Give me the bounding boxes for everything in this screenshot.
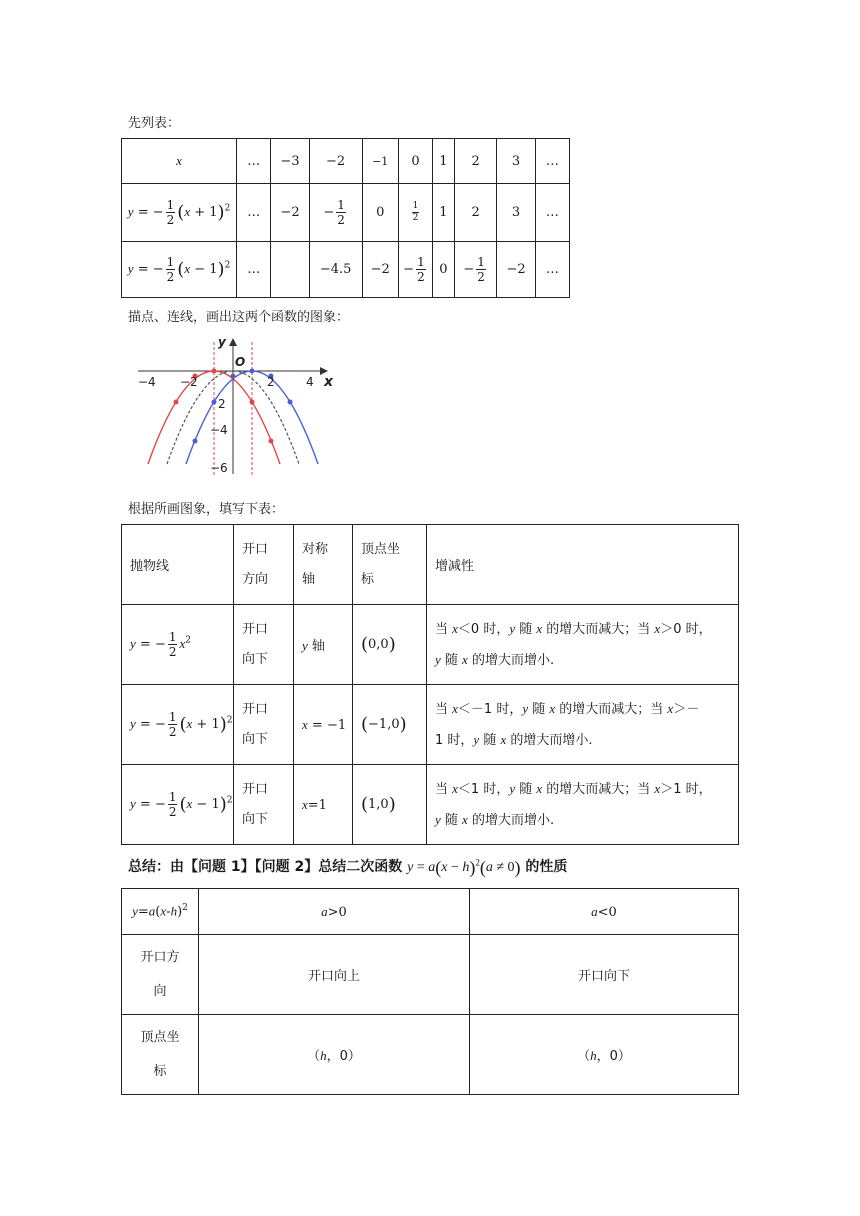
table-cell: 2: [454, 184, 497, 242]
table-cell: −2: [271, 184, 309, 242]
monotonic-cell: 当 x＜－1 时，y 随 x 的增大而减大；当 x＞－ 1 时，y 随 x 的增大而增小.: [427, 685, 739, 765]
header-cell: 增减性: [427, 525, 739, 605]
x-tick-label: −4: [138, 375, 156, 389]
table-cell: $\frac{1}{2}$: [398, 184, 432, 242]
function-cell: y = − $\frac{1}{2}$ $(x + 1)^2$: [122, 685, 234, 765]
x-tick-label: 2: [267, 375, 275, 389]
x-tick-label: −2: [180, 375, 198, 389]
point: [250, 369, 255, 374]
table-cell: −1: [362, 139, 398, 184]
function-cell: y = − $\frac{1}{2}$ $(x - 1)^2$: [122, 765, 234, 845]
table-cell: 0: [362, 184, 398, 242]
point: [250, 400, 255, 405]
header-cell: 顶点坐 标: [353, 525, 427, 605]
origin-label: O: [235, 355, 246, 369]
open-cell: 开口 向下: [234, 685, 294, 765]
table-cell: 2: [454, 139, 497, 184]
table-cell: …: [237, 184, 271, 242]
table-cell: …: [237, 139, 271, 184]
summary-head-cell: a<0: [470, 889, 739, 935]
vertex-cell: (0,0): [353, 605, 427, 685]
y-tick-label: −6: [210, 461, 228, 475]
point: [231, 374, 235, 378]
x-label-cell: x: [122, 139, 237, 184]
table-cell: − $\frac{1}{2}$: [398, 242, 432, 298]
monotonic-cell: 当 x＜0 时，y 随 x 的增大而减大；当 x＞0 时， y 随 x 的增大而增小.: [427, 605, 739, 685]
summary-cell: （h，0）: [470, 1015, 739, 1095]
table-cell: …: [535, 184, 569, 242]
properties-table: [121, 524, 739, 845]
table-cell: 0: [433, 242, 455, 298]
value-table: [121, 138, 570, 298]
point: [288, 400, 293, 405]
open-cell: 开口 向下: [234, 605, 294, 685]
y-tick-label: 2: [218, 397, 226, 411]
summary-table: [121, 888, 739, 1095]
table-cell: [271, 242, 309, 298]
point: [269, 439, 274, 444]
summary-head-cell: a>0: [199, 889, 470, 935]
point: [212, 400, 217, 405]
row1-label-cell: y = − $\frac{1}{2}$ $(x + 1)^2$: [122, 184, 237, 242]
table-cell: …: [535, 139, 569, 184]
y-axis-arrow-icon: [229, 338, 237, 346]
plot-instruction-text: 描点、连线，画出这两个函数的图象：: [128, 310, 350, 325]
header-cell: 开口 方向: [234, 525, 294, 605]
table-cell: −4.5: [309, 242, 362, 298]
table-cell: 3: [497, 139, 535, 184]
table-cell: −2: [497, 242, 535, 298]
summary-cell: 开口向上: [199, 935, 470, 1015]
x-axis-label: x: [324, 374, 334, 390]
intro-list-text: 先列表：: [128, 116, 181, 131]
table-cell: …: [535, 242, 569, 298]
vertex-cell: (−1,0): [353, 685, 427, 765]
summary-label-cell: 开口方 向: [122, 935, 199, 1015]
open-cell: 开口 向下: [234, 765, 294, 845]
summary-label-cell: 顶点坐 标: [122, 1015, 199, 1095]
function-cell: y = − $\frac{1}{2}$ $x^2$: [122, 605, 234, 685]
table-cell: 1: [433, 139, 455, 184]
vertex-cell: (1,0): [353, 765, 427, 845]
point: [174, 400, 179, 405]
summary-title: 总结：由【问题 1】【问题 2】总结二次函数 $y = a(x - h)^2(a \ne 0)$ 的性质: [128, 857, 568, 878]
point: [212, 369, 217, 374]
table-cell: 0: [398, 139, 432, 184]
point: [193, 439, 198, 444]
y-tick-label: −4: [210, 423, 228, 437]
x-tick-label: 4: [306, 375, 314, 389]
y-axis-label: y: [218, 335, 226, 349]
table-cell: 3: [497, 184, 535, 242]
table-cell: −2: [309, 139, 362, 184]
table-cell: − $\frac{1}{2}$: [309, 184, 362, 242]
axis-cell: x = −1: [294, 685, 353, 765]
row2-label-cell: y = − $\frac{1}{2}$ $(x - 1)^2$: [122, 242, 237, 298]
axis-cell: y 轴: [294, 605, 353, 685]
axis-cell: x=1: [294, 765, 353, 845]
monotonic-cell: 当 x＜1 时，y 随 x 的增大而减大；当 x＞1 时， y 随 x 的增大而增小.: [427, 765, 739, 845]
summary-head-cell: $y=a(x-h)^2$: [122, 889, 199, 935]
header-cell: 抛物线: [122, 525, 234, 605]
parabola-graph: [130, 334, 340, 479]
table-cell: 1: [433, 184, 455, 242]
table-cell: −3: [271, 139, 309, 184]
summary-cell: （h，0）: [199, 1015, 470, 1095]
fill-instruction-text: 根据所画图象，填写下表：: [128, 502, 285, 517]
table-cell: −2: [362, 242, 398, 298]
table-cell: − $\frac{1}{2}$: [454, 242, 497, 298]
header-cell: 对称 轴: [294, 525, 353, 605]
table-cell: …: [237, 242, 271, 298]
summary-cell: 开口向下: [470, 935, 739, 1015]
